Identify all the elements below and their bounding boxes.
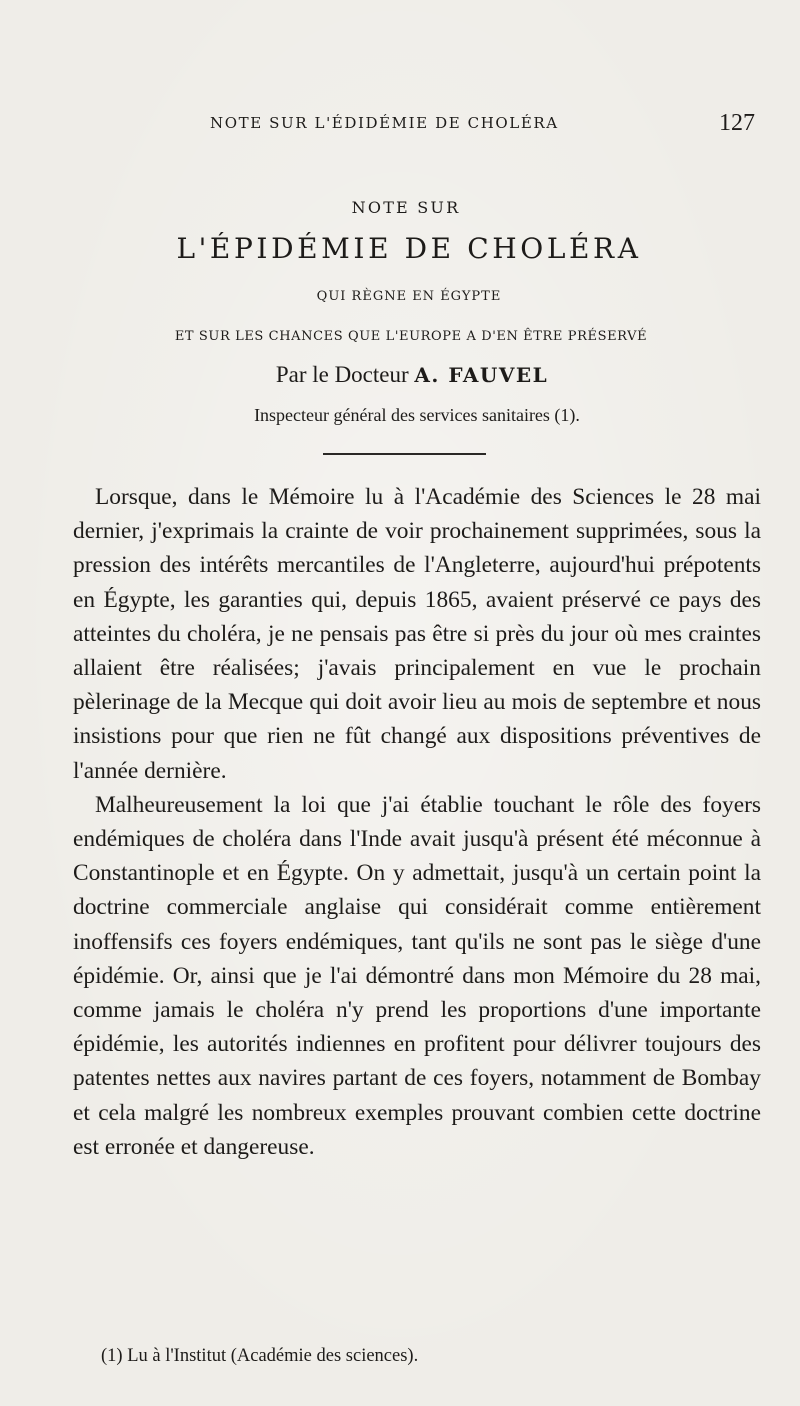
page-number: 127 [719,110,755,136]
author-affiliation: Inspecteur général des services sanitaires (1). [254,405,580,425]
running-head [110,112,755,140]
article-subtitle-2: ET SUR LES CHANCES QUE L'EUROPE A D'EN ÊTRE PRÉSERVÉ [174,329,648,344]
byline [0,362,800,388]
heading-note-sur: NOTE SUR [351,198,461,217]
article-title: L'ÉPIDÉMIE DE CHOLÉRA [176,232,642,265]
article-subtitle-1: QUI RÈGNE EN ÉGYPTE [316,289,502,304]
running-title: NOTE SUR L'ÉDIDÉMIE DE CHOLÉRA [210,114,559,132]
byline-prefix: Par le Docteur [275,362,415,387]
article-body [73,480,761,1164]
author-name: A. FAUVEL [414,363,549,387]
section-divider [323,453,486,455]
footnote: (1) Lu à l'Institut (Académie des sciences). [101,1346,419,1366]
paragraph-1: Lorsque, dans le Mémoire lu à l'Académie des Sciences le 28 mai dernier, j'exprimais la crainte de voir prochainement supprimées, sous la pression des intérêts mercantiles de l'Angleterre, aujourd'hui prépotents en Égypte, les garanties qui, depuis 1865, avaient préservé ce pays des atteintes du choléra, je ne pensais pas être si près du jour où mes craintes allaient être réalisées; j'avais principalement en vue le prochain pèlerinage de la Mecque qui doit avoir lieu au mois de septembre et nous insistions pour que rien ne fût changé aux dispositions préventives de l'année dernière. [73,484,761,784]
paragraph-2: Malheureusement la loi que j'ai établie touchant le rôle des foyers endémiques de choléra dans l'Inde avait jusqu'à présent été méconnue à Constantinople et en Égypte. On y admettait, jusqu'à un certain point la doctrine commerciale anglaise qui considérait comme entièrement inoffensifs ces foyers endémiques, tant qu'ils ne sont pas le siège d'une épidémie. Or, ainsi que je l'ai démontré dans mon Mémoire du 28 mai, comme jamais le choléra n'y prend les proportions d'une importante épidémie, les autorités indiennes en profitent pour délivrer toujours des patentes nettes aux navires partant de ces foyers, notamment de Bombay et cela malgré les nombreux exemples prouvant combien cette doctrine est erronée et dangereuse. [73,791,761,1160]
